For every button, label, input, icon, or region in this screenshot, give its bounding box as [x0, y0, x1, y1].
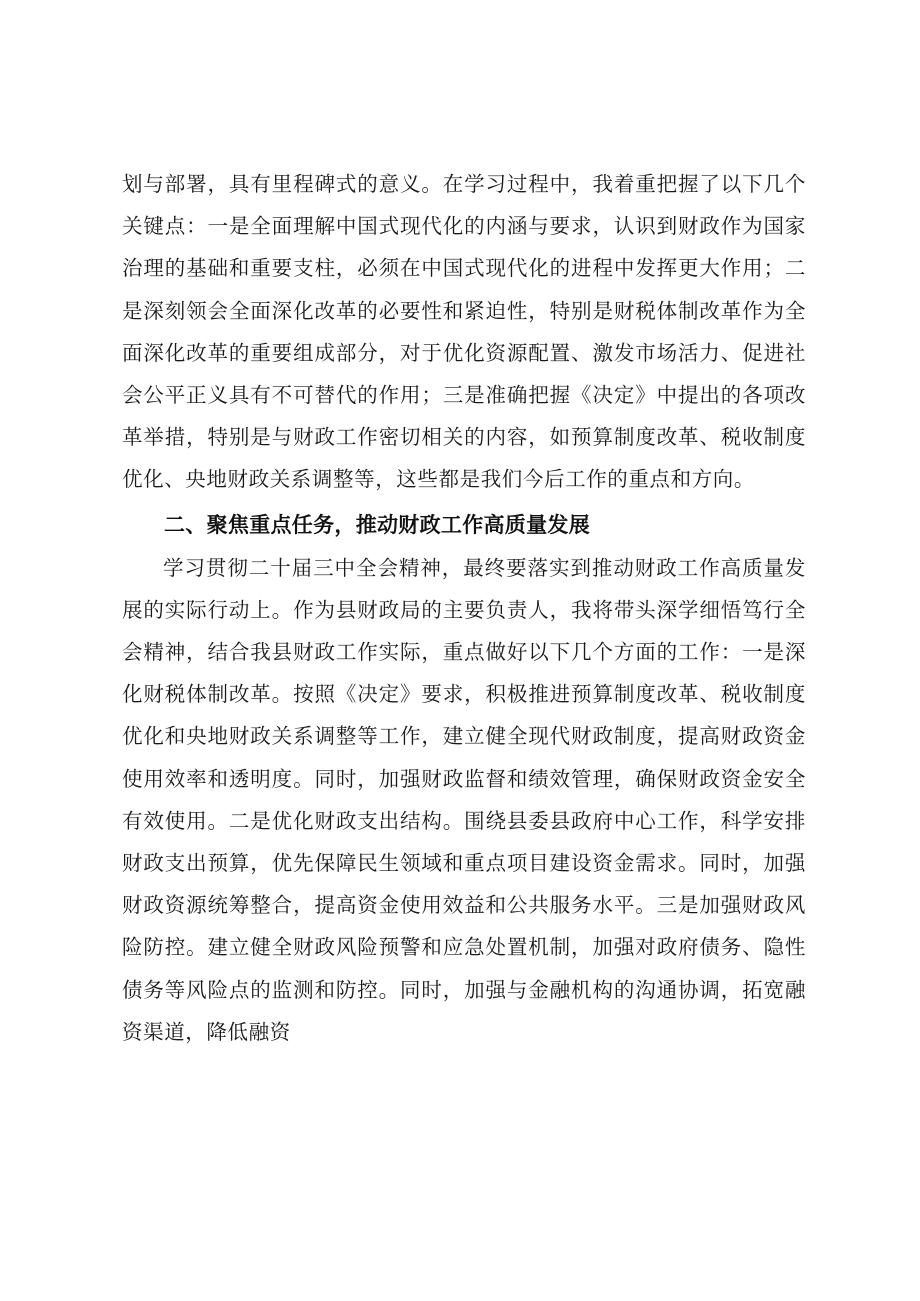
- section-heading: 二、聚焦重点任务，推动财政工作高质量发展: [164, 512, 590, 537]
- document-body: [122, 163, 806, 1053]
- paragraph-continued: 划与部署，具有里程碑式的意义。在学习过程中，我着重把握了以下几个关键点：一是全面理解中国式现代化的内涵与要求，认识到财政作为国家治理的基础和重要支柱，必须在中国式现代化的进程中发挥更大作用；二是深刻领会全面深化改革的必要性和紧迫性，特别是财税体制改革作为全面深化改革的重要组成部分，对于优化资源配置、激发市场活力、促进社会公平正义具有不可替代的作用；三是准确把握《决定》中提出的各项改革举措，特别是与财政工作密切相关的内容，如预算制度改革、税收制度优化、央地财政关系调整等，这些都是我们今后工作的重点和方向。: [122, 172, 806, 492]
- section-body-paragraph: 学习贯彻二十届三中全会精神，最终要落实到推动财政工作高质量发展的实际行动上。作为县财政局的主要负责人，我将带头深学细悟笃行全会精神，结合我县财政工作实际，重点做好以下几个方面的工作：一是深化财税体制改革。按照《决定》要求，积极推进预算制度改革、税收制度优化和央地财政关系调整等工作，建立健全现代财政制度，提高财政资金使用效率和透明度。同时，加强财政监督和绩效管理，确保财政资金安全有效使用。二是优化财政支出结构。围绕县委县政府中心工作，科学安排财政支出预算，优先保障民生领域和重点项目建设资金需求。同时，加强财政资源统筹整合，提高资金使用效益和公共服务水平。三是加强财政风险防控。建立健全财政风险预警和应急处置机制，加强对政府债务、隐性债务等风险点的监测和防控。同时，加强与金融机构的沟通协调，拓宽融资渠道，降低融资: [122, 555, 806, 1044]
